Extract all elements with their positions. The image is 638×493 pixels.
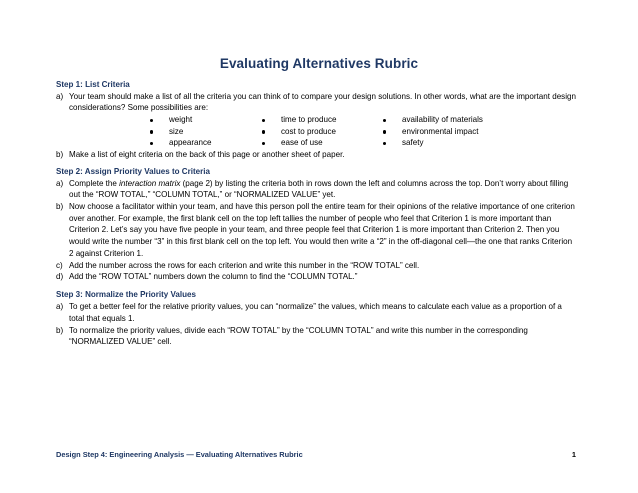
bullet-text: appearance bbox=[169, 138, 212, 148]
step1-item-a-label: a) bbox=[56, 91, 64, 101]
step2-item-d-label: d) bbox=[56, 272, 64, 282]
bullet-text: size bbox=[169, 126, 184, 136]
step2-item-d bbox=[56, 271, 576, 283]
list-item bbox=[260, 126, 381, 138]
bullet-icon bbox=[262, 130, 265, 133]
bullet-icon bbox=[383, 142, 386, 145]
step3-heading: Step 3: Normalize the Priority Values bbox=[56, 290, 196, 300]
bullet-icon bbox=[150, 119, 153, 122]
list-item bbox=[381, 137, 521, 149]
bullet-icon bbox=[262, 119, 265, 122]
step2-item-a bbox=[56, 178, 576, 201]
bullet-text: time to produce bbox=[281, 115, 337, 125]
step2-item-a-text-pre: Complete the bbox=[69, 178, 120, 188]
list-item bbox=[260, 137, 381, 149]
bullet-icon bbox=[383, 119, 386, 122]
step1-item-b-label: b) bbox=[56, 150, 64, 160]
bullet-text: safety bbox=[402, 138, 424, 148]
step2-item-b bbox=[56, 201, 576, 260]
bullet-icon bbox=[150, 142, 153, 145]
step2-item-d-text: Add the “ROW TOTAL” numbers down the column to find the “COLUMN TOTAL.” bbox=[69, 272, 358, 282]
bullet-icon bbox=[262, 142, 265, 145]
bullet-text: environmental impact bbox=[402, 126, 479, 136]
step2-item-c bbox=[56, 260, 576, 272]
step3-item-b-text: To normalize the priority values, divide each “ROW TOTAL” by the “COLUMN TOTAL” and write this number in the corresponding “NORMALIZED VALUE” cell. bbox=[69, 325, 528, 347]
list-item bbox=[148, 114, 260, 126]
page-footer bbox=[56, 450, 576, 459]
page-title: Evaluating Alternatives Rubric bbox=[219, 56, 419, 71]
step1-item-b bbox=[56, 149, 576, 161]
interaction-matrix-term: interaction matrix bbox=[119, 178, 181, 188]
step2-heading: Step 2: Assign Priority Values to Criteria bbox=[56, 166, 210, 176]
step2-item-c-label: c) bbox=[56, 260, 63, 270]
bullet-icon bbox=[150, 130, 153, 133]
step2-item-b-label: b) bbox=[56, 201, 64, 211]
bullet-text: cost to produce bbox=[281, 126, 337, 136]
list-item bbox=[148, 137, 260, 149]
bullet-icon bbox=[383, 130, 386, 133]
page-number: 1 bbox=[571, 450, 576, 459]
step2-item-b-text: Now choose a facilitator within your team, and have this person poll the entire team for their opinions of the relative importance of one criterion over another. For example, the first blank cell on the top left tallies the number of people who feel that Criterion 1 is more important than Criterion 2. Let’s say you have five people in your team, and three people feel that Criterion 1 is more important than Criterion 2. Then you would write the number “3” in this first blank cell on the top left. You would then write a “2” in the off-diagonal cell—the one that ranks Criterion 2 against Criterion 1. bbox=[69, 201, 575, 258]
step3-item-b-label: b) bbox=[56, 325, 64, 335]
footer-text: Design Step 4: Engineering Analysis — Evaluating Alternatives Rubric bbox=[56, 450, 303, 459]
step1-heading: Step 1: List Criteria bbox=[56, 80, 130, 89]
bullet-text: weight bbox=[169, 115, 193, 125]
list-item bbox=[148, 126, 260, 138]
step1-item-a-text: Your team should make a list of all the criteria you can think of to compare your design solutions. In other words, what are the important design considerations? Some possibilities are: bbox=[69, 91, 576, 113]
step2-item-a-label: a) bbox=[56, 178, 64, 188]
step3-item-a-label: a) bbox=[56, 302, 64, 312]
list-item bbox=[381, 114, 521, 126]
step2-item-a-text-post: (page 2) by listing the criteria both in rows down the left and columns across the top. Don’t worry about filling out the “ROW TOTAL,” “COLUMN TOTAL,” or “NORMALIZED VALUE” yet. bbox=[69, 178, 569, 200]
step1-item-a bbox=[56, 91, 576, 114]
step2-item-c-text: Add the number across the rows for each criterion and write this number in the “ROW TOTAL” cell. bbox=[69, 260, 420, 270]
bullet-text: ease of use bbox=[281, 138, 323, 148]
step3-item-a-text: To get a better feel for the relative priority values, you can “normalize” the values, which means to calculate each value as a proportion of a total that equals 1. bbox=[69, 302, 562, 323]
bullet-text: availability of materials bbox=[402, 115, 483, 125]
step1-item-b-text: Make a list of eight criteria on the back of this page or another sheet of paper. bbox=[69, 150, 345, 160]
step3-item-b bbox=[56, 325, 576, 348]
criteria-possibilities-list bbox=[148, 114, 576, 149]
step3-item-a bbox=[56, 301, 576, 324]
list-item bbox=[381, 126, 521, 138]
list-item bbox=[260, 114, 381, 126]
document-body bbox=[56, 79, 576, 348]
